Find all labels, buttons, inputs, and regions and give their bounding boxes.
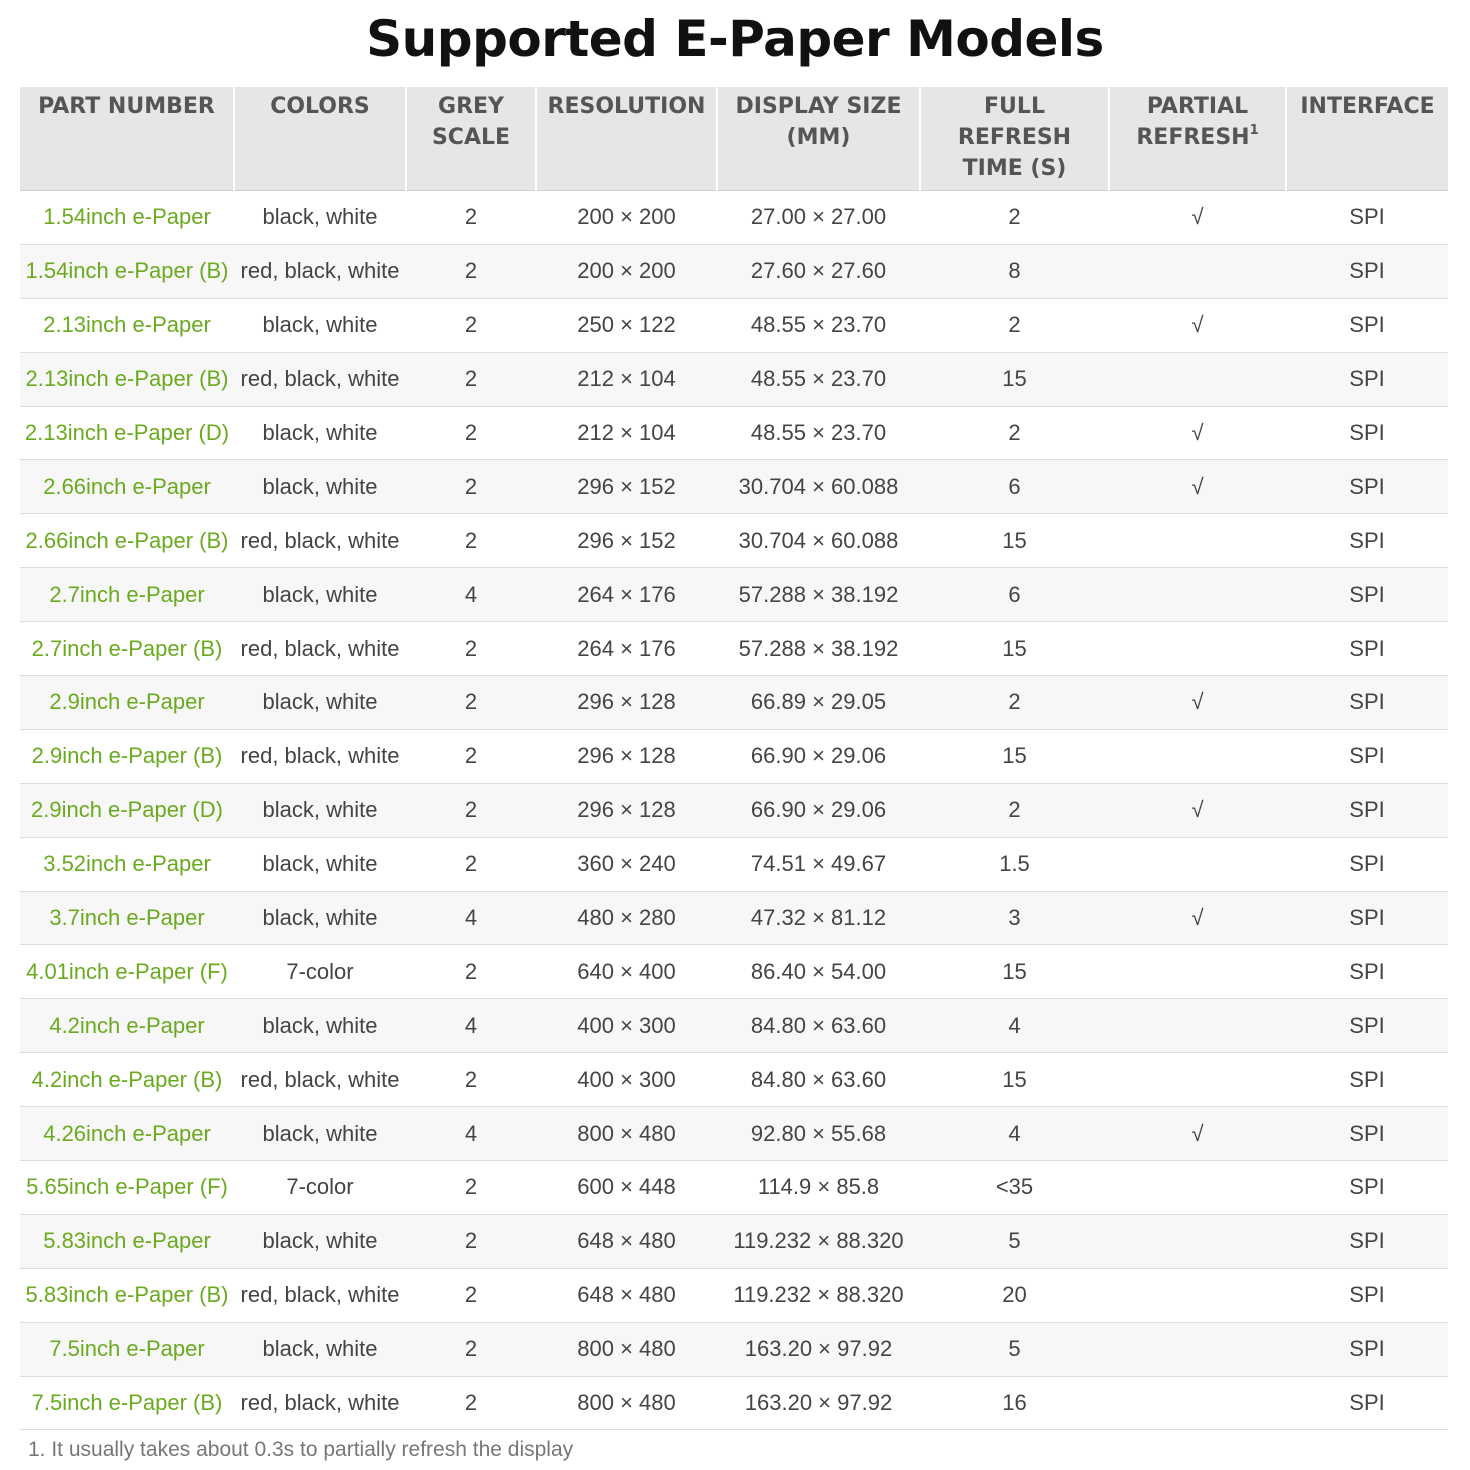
display-size-cell: 48.55 × 23.70 <box>717 298 920 352</box>
part-number-link[interactable]: 2.9inch e-Paper (B) <box>20 729 234 783</box>
part-number-link[interactable]: 2.9inch e-Paper (D) <box>20 783 234 837</box>
interface-cell: SPI <box>1286 1214 1448 1268</box>
full-refresh-cell: 4 <box>920 1107 1109 1161</box>
full-refresh-cell: 15 <box>920 622 1109 676</box>
table-row <box>20 352 1448 406</box>
interface-cell: SPI <box>1286 568 1448 622</box>
header-interface-label: INTERFACE <box>1300 94 1435 119</box>
grey-scale-cell: 4 <box>406 891 536 945</box>
resolution-cell: 800 × 480 <box>536 1107 717 1161</box>
grey-scale-cell: 4 <box>406 568 536 622</box>
display-size-cell: 114.9 × 85.8 <box>717 1161 920 1215</box>
partial-refresh-check <box>1109 514 1286 568</box>
table-body <box>20 191 1448 1430</box>
interface-cell: SPI <box>1286 1268 1448 1322</box>
table-row <box>20 622 1448 676</box>
interface-cell: SPI <box>1286 191 1448 245</box>
part-number-link[interactable]: 7.5inch e-Paper (B) <box>20 1376 234 1430</box>
table-row <box>20 1268 1448 1322</box>
table-row <box>20 568 1448 622</box>
colors-cell: red, black, white <box>234 1376 406 1430</box>
partial-refresh-check: √ <box>1109 676 1286 730</box>
interface-cell: SPI <box>1286 622 1448 676</box>
colors-cell: black, white <box>234 1214 406 1268</box>
display-size-cell: 48.55 × 23.70 <box>717 406 920 460</box>
colors-cell: 7-color <box>234 1161 406 1215</box>
grey-scale-cell: 2 <box>406 460 536 514</box>
display-size-cell: 163.20 × 97.92 <box>717 1322 920 1376</box>
display-size-cell: 27.00 × 27.00 <box>717 191 920 245</box>
display-size-cell: 66.89 × 29.05 <box>717 676 920 730</box>
interface-cell: SPI <box>1286 1376 1448 1430</box>
part-number-link[interactable]: 3.52inch e-Paper <box>20 837 234 891</box>
display-size-cell: 48.55 × 23.70 <box>717 352 920 406</box>
partial-refresh-check <box>1109 945 1286 999</box>
models-table <box>20 87 1448 1430</box>
colors-cell: red, black, white <box>234 1053 406 1107</box>
colors-cell: red, black, white <box>234 244 406 298</box>
resolution-cell: 296 × 128 <box>536 676 717 730</box>
part-number-link[interactable]: 2.13inch e-Paper (D) <box>20 406 234 460</box>
part-number-link[interactable]: 2.13inch e-Paper (B) <box>20 352 234 406</box>
partial-refresh-check <box>1109 1161 1286 1215</box>
display-size-cell: 119.232 × 88.320 <box>717 1214 920 1268</box>
resolution-cell: 800 × 480 <box>536 1322 717 1376</box>
full-refresh-cell: 5 <box>920 1322 1109 1376</box>
partial-refresh-check <box>1109 999 1286 1053</box>
display-size-cell: 66.90 × 29.06 <box>717 783 920 837</box>
grey-scale-cell: 2 <box>406 298 536 352</box>
grey-scale-cell: 2 <box>406 945 536 999</box>
grey-scale-cell: 2 <box>406 191 536 245</box>
grey-scale-cell: 2 <box>406 1053 536 1107</box>
display-size-cell: 57.288 × 38.192 <box>717 568 920 622</box>
header-resolution-label: RESOLUTION <box>547 94 706 119</box>
colors-cell: black, white <box>234 891 406 945</box>
colors-cell: black, white <box>234 999 406 1053</box>
colors-cell: black, white <box>234 1322 406 1376</box>
interface-cell: SPI <box>1286 1107 1448 1161</box>
part-number-link[interactable]: 2.9inch e-Paper <box>20 676 234 730</box>
part-number-link[interactable]: 1.54inch e-Paper <box>20 191 234 245</box>
display-size-cell: 84.80 × 63.60 <box>717 999 920 1053</box>
header-grey-scale-line2: SCALE <box>431 125 511 150</box>
interface-cell: SPI <box>1286 1053 1448 1107</box>
interface-cell: SPI <box>1286 676 1448 730</box>
part-number-link[interactable]: 4.01inch e-Paper (F) <box>20 945 234 999</box>
interface-cell: SPI <box>1286 514 1448 568</box>
grey-scale-cell: 2 <box>406 622 536 676</box>
partial-refresh-check: √ <box>1109 191 1286 245</box>
resolution-cell: 600 × 448 <box>536 1161 717 1215</box>
table-row <box>20 783 1448 837</box>
partial-refresh-check <box>1109 352 1286 406</box>
full-refresh-cell: 15 <box>920 1053 1109 1107</box>
table-row <box>20 676 1448 730</box>
colors-cell: black, white <box>234 568 406 622</box>
resolution-cell: 200 × 200 <box>536 191 717 245</box>
full-refresh-cell: 2 <box>920 676 1109 730</box>
display-size-cell: 47.32 × 81.12 <box>717 891 920 945</box>
partial-refresh-check: √ <box>1109 406 1286 460</box>
colors-cell: black, white <box>234 298 406 352</box>
full-refresh-cell: 16 <box>920 1376 1109 1430</box>
partial-refresh-check <box>1109 1322 1286 1376</box>
partial-refresh-check: √ <box>1109 783 1286 837</box>
interface-cell: SPI <box>1286 1322 1448 1376</box>
colors-cell: red, black, white <box>234 1268 406 1322</box>
grey-scale-cell: 2 <box>406 729 536 783</box>
grey-scale-cell: 2 <box>406 352 536 406</box>
part-number-link[interactable]: 7.5inch e-Paper <box>20 1322 234 1376</box>
part-number-link[interactable]: 4.2inch e-Paper (B) <box>20 1053 234 1107</box>
full-refresh-cell: 15 <box>920 352 1109 406</box>
resolution-cell: 250 × 122 <box>536 298 717 352</box>
partial-refresh-check: √ <box>1109 891 1286 945</box>
header-resolution <box>536 87 717 191</box>
full-refresh-cell: 1.5 <box>920 837 1109 891</box>
resolution-cell: 400 × 300 <box>536 1053 717 1107</box>
colors-cell: 7-color <box>234 945 406 999</box>
full-refresh-cell: 3 <box>920 891 1109 945</box>
part-number-link[interactable]: 2.66inch e-Paper <box>20 460 234 514</box>
display-size-cell: 66.90 × 29.06 <box>717 729 920 783</box>
colors-cell: red, black, white <box>234 514 406 568</box>
colors-cell: black, white <box>234 406 406 460</box>
part-number-link[interactable]: 2.7inch e-Paper <box>20 568 234 622</box>
table-row <box>20 891 1448 945</box>
footnote: 1. It usually takes about 0.3s to partially refresh the display <box>28 1438 574 1461</box>
interface-cell: SPI <box>1286 352 1448 406</box>
colors-cell: black, white <box>234 191 406 245</box>
table-row <box>20 999 1448 1053</box>
table-row <box>20 1322 1448 1376</box>
grey-scale-cell: 2 <box>406 783 536 837</box>
full-refresh-cell: 20 <box>920 1268 1109 1322</box>
grey-scale-cell: 2 <box>406 837 536 891</box>
header-grey-scale-line1: GREY <box>438 94 504 119</box>
part-number-link[interactable]: 4.2inch e-Paper <box>20 999 234 1053</box>
grey-scale-cell: 2 <box>406 1322 536 1376</box>
partial-refresh-check <box>1109 1376 1286 1430</box>
table-row <box>20 1053 1448 1107</box>
full-refresh-cell: 4 <box>920 999 1109 1053</box>
models-table-container <box>20 87 1448 1430</box>
full-refresh-cell: 15 <box>920 729 1109 783</box>
header-part-number <box>20 87 234 191</box>
interface-cell: SPI <box>1286 460 1448 514</box>
full-refresh-cell: 15 <box>920 945 1109 999</box>
table-row <box>20 406 1448 460</box>
interface-cell: SPI <box>1286 406 1448 460</box>
full-refresh-cell: 2 <box>920 191 1109 245</box>
interface-cell: SPI <box>1286 1161 1448 1215</box>
header-full-refresh-line2: REFRESH <box>957 125 1072 150</box>
table-row <box>20 729 1448 783</box>
table-row <box>20 191 1448 245</box>
display-size-cell: 86.40 × 54.00 <box>717 945 920 999</box>
full-refresh-cell: 6 <box>920 568 1109 622</box>
resolution-cell: 480 × 280 <box>536 891 717 945</box>
interface-cell: SPI <box>1286 945 1448 999</box>
part-number-link[interactable]: 5.65inch e-Paper (F) <box>20 1161 234 1215</box>
part-number-link[interactable]: 2.13inch e-Paper <box>20 298 234 352</box>
display-size-cell: 92.80 × 55.68 <box>717 1107 920 1161</box>
header-display-size-line1: DISPLAY SIZE <box>735 94 902 119</box>
display-size-cell: 119.232 × 88.320 <box>717 1268 920 1322</box>
table-row <box>20 945 1448 999</box>
colors-cell: black, white <box>234 1107 406 1161</box>
header-display-size <box>717 87 920 191</box>
grey-scale-cell: 4 <box>406 999 536 1053</box>
resolution-cell: 360 × 240 <box>536 837 717 891</box>
partial-refresh-check <box>1109 1268 1286 1322</box>
resolution-cell: 264 × 176 <box>536 568 717 622</box>
table-row <box>20 1107 1448 1161</box>
table-row <box>20 1214 1448 1268</box>
colors-cell: black, white <box>234 783 406 837</box>
header-grey-scale <box>406 87 536 191</box>
partial-refresh-check <box>1109 244 1286 298</box>
colors-cell: black, white <box>234 676 406 730</box>
full-refresh-cell: <35 <box>920 1161 1109 1215</box>
table-row <box>20 460 1448 514</box>
grey-scale-cell: 2 <box>406 244 536 298</box>
partial-refresh-check: √ <box>1109 298 1286 352</box>
resolution-cell: 296 × 128 <box>536 729 717 783</box>
resolution-cell: 800 × 480 <box>536 1376 717 1430</box>
resolution-cell: 212 × 104 <box>536 352 717 406</box>
interface-cell: SPI <box>1286 298 1448 352</box>
display-size-cell: 27.60 × 27.60 <box>717 244 920 298</box>
colors-cell: black, white <box>234 460 406 514</box>
interface-cell: SPI <box>1286 891 1448 945</box>
header-interface <box>1286 87 1448 191</box>
grey-scale-cell: 2 <box>406 1268 536 1322</box>
full-refresh-cell: 15 <box>920 514 1109 568</box>
part-number-link[interactable]: 4.26inch e-Paper <box>20 1107 234 1161</box>
partial-refresh-check <box>1109 837 1286 891</box>
full-refresh-cell: 2 <box>920 783 1109 837</box>
display-size-cell: 57.288 × 38.192 <box>717 622 920 676</box>
resolution-cell: 648 × 480 <box>536 1268 717 1322</box>
grey-scale-cell: 2 <box>406 676 536 730</box>
resolution-cell: 200 × 200 <box>536 244 717 298</box>
table-row <box>20 1161 1448 1215</box>
table-header <box>20 87 1448 191</box>
grey-scale-cell: 4 <box>406 1107 536 1161</box>
header-full-refresh-line1: FULL <box>984 94 1045 119</box>
grey-scale-cell: 2 <box>406 1376 536 1430</box>
full-refresh-cell: 2 <box>920 298 1109 352</box>
grey-scale-cell: 2 <box>406 1161 536 1215</box>
header-full-refresh-line3: TIME (S) <box>962 156 1067 181</box>
header-colors <box>234 87 406 191</box>
interface-cell: SPI <box>1286 729 1448 783</box>
part-number-link[interactable]: 5.83inch e-Paper (B) <box>20 1268 234 1322</box>
interface-cell: SPI <box>1286 244 1448 298</box>
header-partial-refresh-line1: PARTIAL <box>1146 94 1249 119</box>
resolution-cell: 296 × 152 <box>536 514 717 568</box>
part-number-link[interactable]: 3.7inch e-Paper <box>20 891 234 945</box>
interface-cell: SPI <box>1286 837 1448 891</box>
table-row <box>20 298 1448 352</box>
table-row <box>20 837 1448 891</box>
resolution-cell: 212 × 104 <box>536 406 717 460</box>
display-size-cell: 84.80 × 63.60 <box>717 1053 920 1107</box>
grey-scale-cell: 2 <box>406 1214 536 1268</box>
header-display-size-line2: (MM) <box>786 125 851 150</box>
header-partial-refresh <box>1109 87 1286 191</box>
display-size-cell: 74.51 × 49.67 <box>717 837 920 891</box>
display-size-cell: 163.20 × 97.92 <box>717 1376 920 1430</box>
colors-cell: red, black, white <box>234 352 406 406</box>
table-row <box>20 514 1448 568</box>
part-number-link[interactable]: 1.54inch e-Paper (B) <box>20 244 234 298</box>
resolution-cell: 264 × 176 <box>536 622 717 676</box>
partial-refresh-check: √ <box>1109 1107 1286 1161</box>
full-refresh-cell: 5 <box>920 1214 1109 1268</box>
resolution-cell: 640 × 400 <box>536 945 717 999</box>
header-part-number-label: PART NUMBER <box>38 94 215 119</box>
colors-cell: red, black, white <box>234 729 406 783</box>
part-number-link[interactable]: 2.7inch e-Paper (B) <box>20 622 234 676</box>
partial-refresh-check <box>1109 1214 1286 1268</box>
full-refresh-cell: 8 <box>920 244 1109 298</box>
resolution-cell: 400 × 300 <box>536 999 717 1053</box>
grey-scale-cell: 2 <box>406 514 536 568</box>
partial-refresh-check <box>1109 729 1286 783</box>
header-row <box>20 87 1448 191</box>
page-title: Supported E-Paper Models <box>366 10 1104 68</box>
resolution-cell: 296 × 128 <box>536 783 717 837</box>
colors-cell: red, black, white <box>234 622 406 676</box>
header-full-refresh <box>920 87 1109 191</box>
display-size-cell: 30.704 × 60.088 <box>717 514 920 568</box>
part-number-link[interactable]: 5.83inch e-Paper <box>20 1214 234 1268</box>
header-partial-refresh-line2: REFRESH <box>1136 125 1250 150</box>
full-refresh-cell: 2 <box>920 406 1109 460</box>
header-colors-label: COLORS <box>270 94 370 119</box>
resolution-cell: 648 × 480 <box>536 1214 717 1268</box>
footnote-marker: 1 <box>1249 122 1259 138</box>
colors-cell: black, white <box>234 837 406 891</box>
part-number-link[interactable]: 2.66inch e-Paper (B) <box>20 514 234 568</box>
table-row <box>20 1376 1448 1430</box>
table-row <box>20 244 1448 298</box>
partial-refresh-check <box>1109 622 1286 676</box>
interface-cell: SPI <box>1286 999 1448 1053</box>
interface-cell: SPI <box>1286 783 1448 837</box>
resolution-cell: 296 × 152 <box>536 460 717 514</box>
partial-refresh-check <box>1109 1053 1286 1107</box>
grey-scale-cell: 2 <box>406 406 536 460</box>
partial-refresh-check: √ <box>1109 460 1286 514</box>
full-refresh-cell: 6 <box>920 460 1109 514</box>
partial-refresh-check <box>1109 568 1286 622</box>
display-size-cell: 30.704 × 60.088 <box>717 460 920 514</box>
